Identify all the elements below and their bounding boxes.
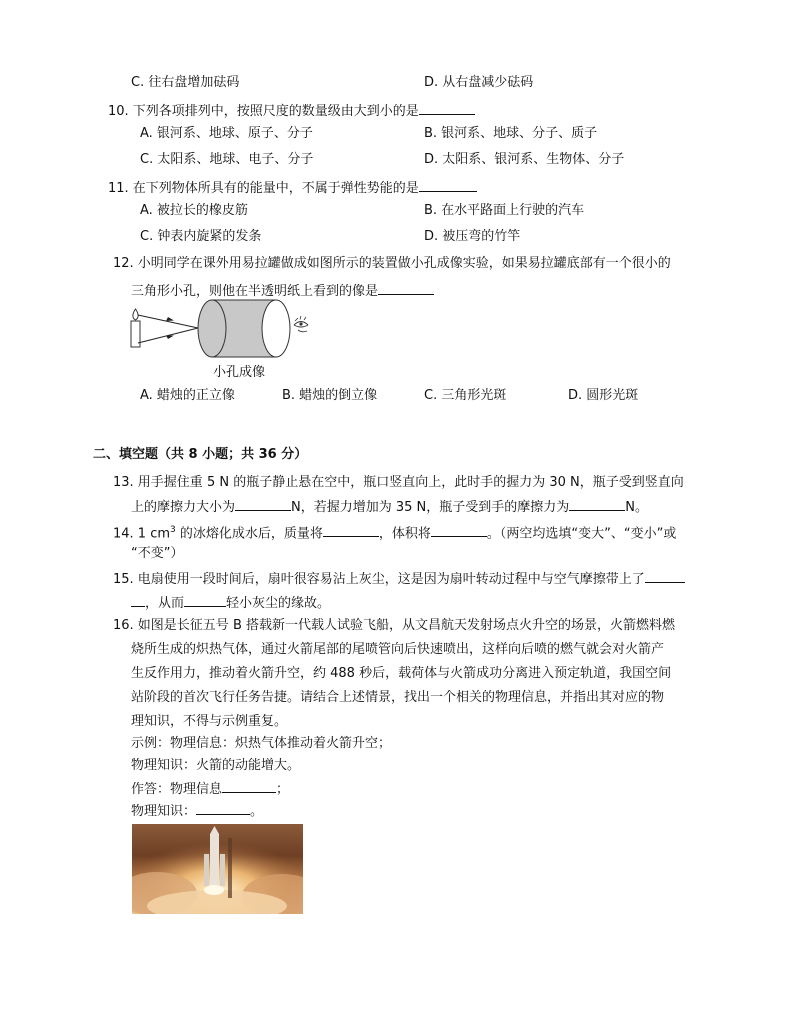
q10-stem-text: 10. 下列各项排列中，按照尺度的数量级由大到小的是 — [108, 104, 419, 119]
q16-line2: 烧所生成的炽热气体，通过火箭尾部的尾喷管向后快速喷出，这样向后喷的燃气就会对火箭产 — [131, 642, 665, 657]
ray-arrow-lower — [166, 336, 174, 340]
q15-line2 — [131, 593, 330, 613]
q10-option-d: D. 太阳系、银河系、生物体、分子 — [424, 152, 625, 167]
q11-option-c: C. 钟表内旋紧的发条 — [140, 229, 262, 244]
q12-figure-caption: 小孔成像 — [213, 365, 266, 380]
q15-line2-part1: ，从而 — [145, 596, 185, 611]
q10-option-a: A. 银河系、地球、原子、分子 — [140, 126, 313, 141]
q14-blank-1[interactable] — [323, 523, 379, 537]
q13-line2-part1: 上的摩擦力大小为 — [131, 500, 236, 515]
q16-line5: 理知识，不得与示例重复。 — [131, 714, 288, 729]
q9-option-c: C. 往右盘增加砝码 — [131, 75, 240, 90]
q12-option-c: C. 三角形光斑 — [424, 388, 507, 403]
q9-option-d: D. 从右盘减少砝码 — [424, 75, 534, 90]
light-ray-upper — [138, 315, 198, 328]
q14-part4: 。（两空均选填“变大”、“变小”或 — [486, 526, 677, 542]
translucent-paper — [262, 300, 290, 357]
q11-option-d: D. 被压弯的竹竿 — [424, 229, 521, 244]
rocket-body — [210, 834, 219, 886]
section-2-heading: 二、填空题（共 8 小题；共 36 分） — [93, 447, 308, 462]
q12-stem-line2-text: 三角形小孔，则他在半透明纸上看到的像是 — [131, 284, 379, 299]
launch-tower — [228, 838, 232, 898]
q11-answer-blank[interactable] — [419, 178, 477, 192]
q12-answer-blank[interactable] — [378, 281, 434, 295]
q10-option-b: B. 银河系、地球、分子、质子 — [424, 126, 598, 141]
q16-answer-info-end: ； — [276, 782, 290, 797]
q14-blank-2[interactable] — [431, 523, 487, 537]
q14-line1 — [113, 521, 676, 543]
candle-flame — [133, 309, 138, 320]
q14-superscript: 3 — [170, 525, 176, 535]
q12-option-d: D. 圆形光斑 — [568, 388, 639, 403]
q15-line1-text: 15. 电扇使用一段时间后，扇叶很容易沾上灰尘，这是因为扇叶转动过程中与空气摩擦带上了 — [113, 572, 645, 587]
q12-stem-line1: 12. 小明同学在课外用易拉罐做成如图所示的装置做小孔成像实验，如果易拉罐底部有一个很小的 — [113, 256, 671, 271]
q16-example-info: 示例：物理信息：炽热气体推动着火箭升空； — [131, 736, 392, 751]
rocket-launch-illustration — [132, 824, 303, 914]
q13-line2-part3: N。 — [625, 500, 649, 515]
q12-option-a: A. 蜡烛的正立像 — [140, 388, 235, 403]
q10-option-c: C. 太阳系、地球、电子、分子 — [140, 152, 314, 167]
q15-blank-2[interactable] — [184, 593, 226, 607]
q13-blank-1[interactable] — [235, 497, 291, 511]
ray-arrow-upper — [166, 317, 174, 321]
q10-stem — [108, 101, 475, 121]
q15-line1 — [113, 569, 685, 589]
q16-answer-info-blank[interactable] — [222, 779, 276, 793]
q14-part2: 的冰熔化成水后，质量将 — [175, 526, 323, 542]
rocket-launch-photo — [132, 824, 303, 914]
q16-answer-knowledge — [131, 801, 263, 821]
q14-line2: “不变”） — [131, 546, 184, 561]
q16-example-knowledge: 物理知识：火箭的动能增大。 — [131, 758, 301, 773]
pinhole-camera-figure — [126, 297, 326, 365]
q14-part1: 14. 1 cm — [113, 526, 171, 542]
q15-blank-1-continued[interactable] — [131, 593, 145, 607]
q16-line4: 站阶段的首次飞行任务告捷。请结合上述情景，找出一个相关的物理信息，并指出其对应的物 — [131, 690, 665, 705]
q11-stem — [108, 178, 477, 198]
q16-answer-knowledge-blank[interactable] — [196, 801, 250, 815]
q12-option-b: B. 蜡烛的倒立像 — [282, 388, 378, 403]
q11-stem-text: 11. 在下列物体所具有的能量中，不属于弹性势能的是 — [108, 181, 419, 196]
q13-line2-part2: N，若握力增加为 35 N，瓶子受到手的摩擦力为 — [291, 500, 570, 515]
q16-answer-info — [131, 779, 289, 799]
q13-line1: 13. 用手握住重 5 N 的瓶子静止悬在空中，瓶口竖直向上，此时手的握力为 30 N，瓶子受到竖直向 — [113, 475, 684, 490]
q13-line2 — [131, 497, 648, 517]
q16-line1: 16. 如图是长征五号 B 搭载新一代载人试验飞船，从文昌航天发射场点火升空的场景，火箭燃料燃 — [113, 618, 675, 633]
q16-line3: 生反作用力，推动着火箭升空，约 488 秒后，载荷体与火箭成功分离进入预定轨道，我国空间 — [131, 666, 672, 681]
q15-blank-1[interactable] — [645, 569, 685, 583]
can-bottom — [198, 300, 226, 357]
q13-blank-2[interactable] — [569, 497, 625, 511]
q11-option-b: B. 在水平路面上行驶的汽车 — [424, 203, 585, 218]
q16-answer-knowledge-label: 物理知识： — [131, 804, 197, 819]
q11-option-a: A. 被拉长的橡皮筋 — [140, 203, 248, 218]
q16-answer-knowledge-end: 。 — [250, 804, 264, 819]
q14-part3: ，体积将 — [378, 526, 431, 542]
q15-line2-part2: 轻小灰尘的缘故。 — [226, 596, 331, 611]
q10-answer-blank[interactable] — [419, 101, 475, 115]
q16-answer-info-label: 作答：物理信息 — [131, 782, 223, 797]
